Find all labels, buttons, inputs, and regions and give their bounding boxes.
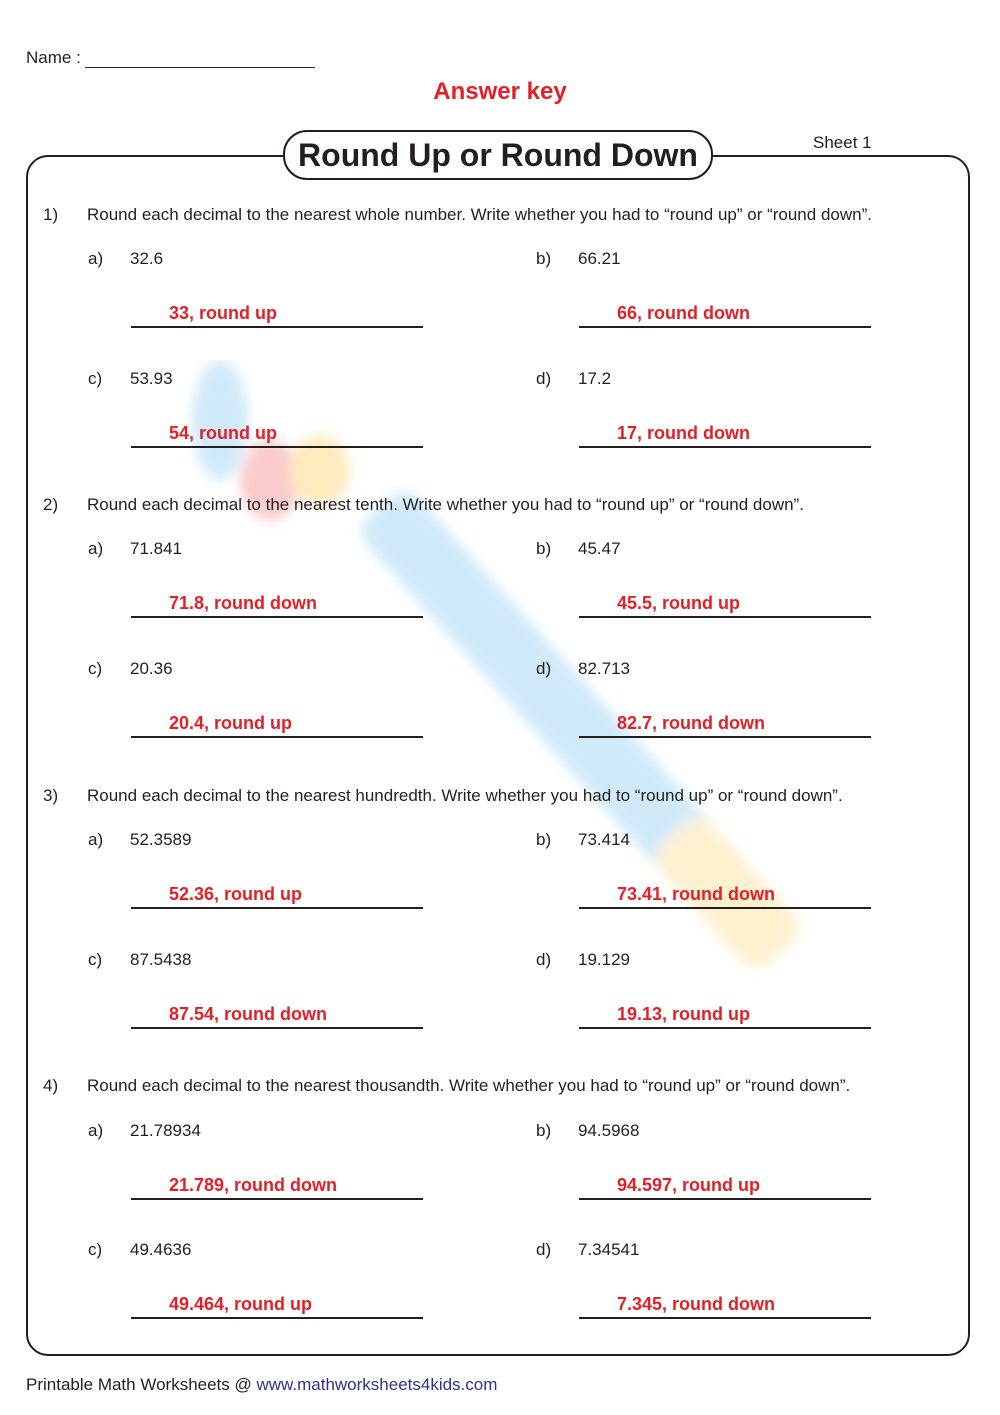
item-4a [88,1121,388,1241]
item-value: 32.6 [130,249,164,268]
answer-line[interactable] [579,736,871,738]
item-label: c) [88,1240,103,1259]
item-label: d) [536,950,552,969]
answer-line[interactable] [579,1317,871,1319]
answer-text: 21.789, round down [169,1175,338,1195]
item-label: b) [536,830,552,849]
item-value: 17.2 [578,369,612,388]
question-instruction: Round each decimal to the nearest hundredth. Write whether you had to “round up” or “round down”. [87,786,843,805]
item-2d [536,659,836,779]
answer-line[interactable] [579,446,871,448]
question-instruction: Round each decimal to the nearest tenth. Write whether you had to “round up” or “round down”. [87,495,804,514]
item-4b [536,1121,836,1241]
item-value: 94.5968 [578,1121,640,1140]
answer-line[interactable] [131,1027,423,1029]
item-1b [536,249,836,369]
footer-text: Printable Math Worksheets @ [26,1375,257,1394]
answer-line[interactable] [131,446,423,448]
answer-text: 19.13, round up [617,1004,751,1024]
item-label: c) [88,659,103,678]
answer-line[interactable] [131,326,423,328]
item-label: a) [88,1121,104,1140]
answer-line[interactable] [579,1198,871,1200]
answer-text: 66, round down [617,303,750,323]
item-value: 87.5438 [130,950,192,969]
item-value: 82.713 [578,659,630,678]
answer-line[interactable] [579,326,871,328]
question-number: 3) [43,786,59,805]
answer-line[interactable] [131,736,423,738]
footer [26,1375,497,1395]
item-value: 66.21 [578,249,621,268]
question-number: 4) [43,1076,59,1095]
item-2c [88,659,388,779]
answer-text: 33, round up [169,303,277,323]
answer-text: 45.5, round up [617,593,741,613]
answer-line[interactable] [579,616,871,618]
name-blank-line[interactable] [85,47,315,68]
answer-text: 87.54, round down [169,1004,328,1024]
answer-text: 49.464, round up [169,1294,313,1314]
answer-line[interactable] [131,1198,423,1200]
footer-link[interactable]: www.mathworksheets4kids.com [256,1375,498,1394]
answer-text: 82.7, round down [617,713,766,733]
item-value: 71.841 [130,539,182,558]
answer-text: 54, round up [169,423,277,443]
item-3d [536,950,836,1070]
item-3c [88,950,388,1070]
item-label: a) [88,830,104,849]
item-4c [88,1240,388,1360]
item-1c [88,369,388,489]
question-instruction: Round each decimal to the nearest whole number. Write whether you had to “round up” or “round down”. [87,205,872,224]
item-label: d) [536,369,552,388]
item-3b [536,830,836,950]
item-value: 53.93 [130,369,173,388]
answer-line[interactable] [131,907,423,909]
item-value: 49.4636 [130,1240,192,1259]
item-2b [536,539,836,659]
item-value: 20.36 [130,659,173,678]
item-value: 45.47 [578,539,621,558]
item-value: 52.3589 [130,830,192,849]
item-3a [88,830,388,950]
item-value: 73.414 [578,830,630,849]
question-instruction: Round each decimal to the nearest thousandth. Write whether you had to “round up” or “round down”. [87,1076,851,1095]
answer-text: 20.4, round up [169,713,293,733]
item-2a [88,539,388,659]
answer-line[interactable] [579,1027,871,1029]
item-label: a) [88,539,104,558]
item-value: 19.129 [578,950,630,969]
answer-key-heading: Answer key [433,78,567,105]
question-number: 1) [43,205,59,224]
worksheet-title: Round Up or Round Down [283,130,713,180]
item-1a [88,249,388,369]
item-4d [536,1240,836,1360]
item-label: b) [536,249,552,268]
answer-line[interactable] [131,1317,423,1319]
answer-text: 94.597, round up [617,1175,761,1195]
name-field-row [26,47,315,68]
item-label: a) [88,249,104,268]
answer-text: 52.36, round up [169,884,303,904]
question-number: 2) [43,495,59,514]
answer-text: 71.8, round down [169,593,318,613]
item-label: c) [88,369,103,388]
answer-text: 17, round down [617,423,750,443]
item-value: 21.78934 [130,1121,201,1140]
sheet-number: Sheet 1 [813,133,872,152]
item-label: d) [536,659,552,678]
item-label: c) [88,950,103,969]
item-value: 7.34541 [578,1240,640,1259]
answer-line[interactable] [131,616,423,618]
item-label: b) [536,1121,552,1140]
item-label: b) [536,539,552,558]
answer-text: 73.41, round down [617,884,776,904]
answer-text: 7.345, round down [617,1294,776,1314]
answer-line[interactable] [579,907,871,909]
item-label: d) [536,1240,552,1259]
name-label: Name : [26,48,81,67]
item-1d [536,369,836,489]
